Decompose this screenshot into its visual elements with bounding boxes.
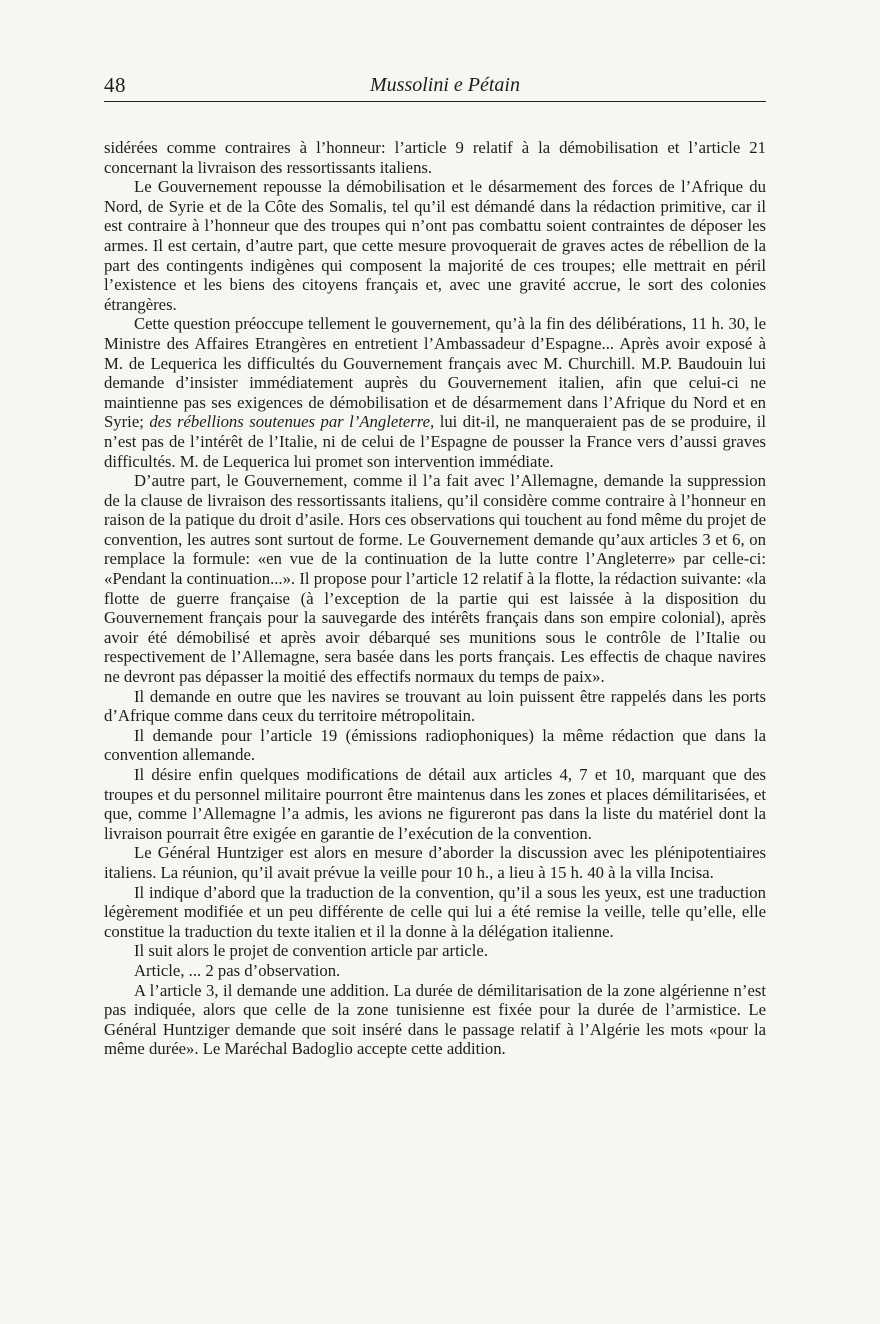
page-number: 48	[104, 73, 126, 97]
header-rule	[104, 101, 766, 102]
paragraph: Article, ... 2 pas d’observation.	[134, 960, 341, 980]
italic-quote: des rébellions soutenues par l’Angleterre,	[149, 412, 435, 432]
running-head	[104, 70, 766, 100]
body-text	[104, 138, 766, 1059]
paragraph: Il demande en outre que les navires se trouvant au loin puissent être rappelés dans les ports d’Afrique comme dans ceux du territoire métropolitain.	[104, 686, 766, 726]
paragraph: Il désire enfin quelques modifications de détail aux articles 4, 7 et 10, marquant que des troupes et du personnel militaire pourront être maintenus dans les zones et places démilitarisées, et que, comme l’Allemagne l’a admis, les avions ne figureront pas dans la liste du matériel dont la livraison pourrait être exigée en garantie de l’exécution de la convention.	[104, 765, 766, 843]
paragraph: D’autre part, le Gouvernement, comme il l’a fait avec l’Allemagne, demande la suppression de la clause de livraison des ressortissants italiens, qu’il considère comme contraire à l’honneur en raison de la patique du droit d’asile. Hors ces observations qui touchent au fond même du projet de convention, les autres sont surtout de forme. Le Gouvernement demande qu’aux articles 3 et 6, on remplace la formule: «en vue de la continuation de la lutte contre l’Angleterre» par celle-ci: «Pendant la continuation...». Il propose pour l’article 12 relatif à la flotte, la rédaction suivante: «la flotte de guerre française (à l’exception de la partie qui est laissée à la disposition du Gouvernement français pour la sauvegarde des intérêts français dans son empire colonial), après avoir été démobilisé et après avoir débarqué ses munitions sous le contrôle de l’Italie ou respectivement de l’Allemagne, sera basée dans les ports français. Les effectis de chaque navires ne devront pas dépasser la moitié des effectifs normaux du temps de paix».	[104, 471, 766, 687]
paragraph: Le Général Huntziger est alors en mesure d’aborder la discussion avec les plénipotentiaires italiens. La réunion, qu’il avait prévue la veille pour 10 h., a lieu à 15 h. 40 à la villa Incisa.	[104, 843, 766, 882]
paragraph: A l’article 3, il demande une addition. La durée de démilitarisation de la zone algérienne n’est pas indiquée, alors que celle de la zone tunisienne est fixée pour la durée de l’armistice. Le Général Huntziger demande que soit inséré dans le passage relatif à l’Algérie les mots «pour la même durée». Le Maréchal Badoglio accepte cette addition.	[104, 980, 766, 1059]
paragraph: sidérées comme contraires à l’honneur: l’article 9 relatif à la démobilisation et l’article 21 concernant la livraison des ressortissants italiens.	[104, 138, 766, 177]
paragraph-text: lui dit-il, ne manqueraient pas de se produire, il n’est pas de l’intérêt de l’Italie, ni de celui de l’Espagne de pousser la France vers d’aussi graves difficultés. M. de Lequerica lui promet son intervention immédiate.	[104, 412, 766, 471]
paragraph: Il indique d’abord que la traduction de la convention, qu’il a sous les yeux, est une traduction légèrement modifiée et un peu différente de celle qui lui a été remise la veille, telle qu’elle, elle constitue la traduction du texte italien et il la donne à la délégation italienne.	[104, 882, 766, 941]
paragraph-text: Cette question préoccupe tellement le gouvernement, qu’à la fin des délibérations, 11 h. 30, le Ministre des Affaires Etrangères en entretient l’Ambassadeur d’Espagne... Après avoir exposé à M. de Lequerica les difficultés du Gouvernement français avec M. Churchill. M.P. Baudouin lui demande d’insister immédiatement auprès du Gouvernement italien, afin que celui-ci ne maintienne pas ses exigences de démobilisation et de désarmement dans l’Afrique du Nord et en Syrie;	[104, 314, 766, 432]
paragraph: Il suit alors le projet de convention article par article.	[134, 941, 489, 961]
running-title: Mussolini e Pétain	[370, 74, 520, 96]
paragraph: Le Gouvernement repousse la démobilisation et le désarmement des forces de l’Afrique du Nord, de Syrie et de la Côte des Somalis, tel qu’il est démandé dans la rédaction primitive, car il est contraire à l’honneur que des troupes qui n’ont pas combattu soient contraintes de déposer les armes. Il est certain, d’autre part, que cette mesure provoquerait de graves actes de rébellion de la part des contingents indigènes qui composent la majorité de ces troupes; elle mettrait en péril l’existence et les biens des citoyens français et, avec une gravité accrue, le sort des colonies étrangères.	[104, 177, 766, 314]
paragraph	[104, 314, 766, 471]
paragraph: Il demande pour l’article 19 (émissions radiophoniques) la même rédaction que dans la convention allemande.	[104, 725, 766, 765]
